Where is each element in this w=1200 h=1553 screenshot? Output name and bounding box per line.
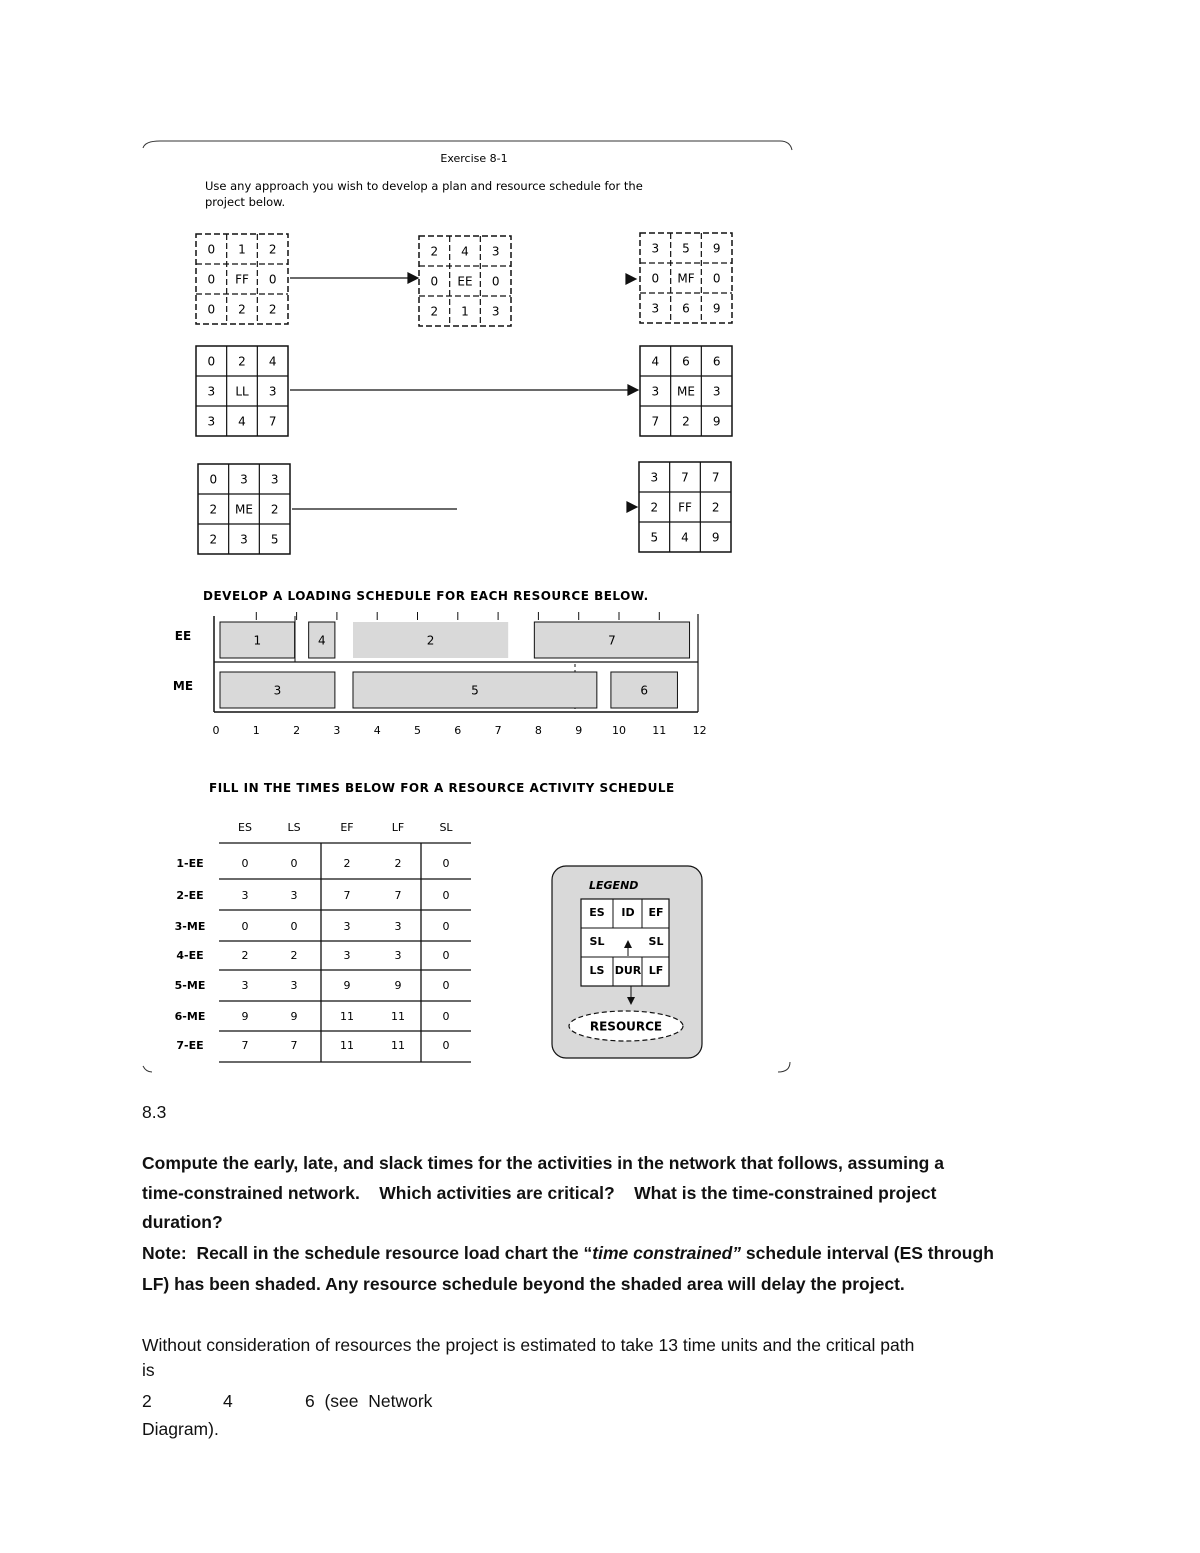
- node-cell: FF: [235, 272, 249, 287]
- node-cell: 5: [682, 241, 690, 256]
- table-row-label: 1-EE: [176, 857, 204, 870]
- legend-cell: ES: [589, 906, 605, 919]
- node-cell: 3: [650, 470, 659, 485]
- node-cell: 6: [712, 354, 721, 369]
- table-cell: 7: [290, 1039, 298, 1052]
- network-node: [419, 236, 511, 326]
- table-column-header: LS: [287, 821, 301, 834]
- legend-cell: LS: [589, 964, 605, 977]
- axis-tick-label: 0: [212, 724, 220, 737]
- node-cell: 5: [650, 530, 659, 545]
- table-cell: 9: [241, 1010, 249, 1023]
- node-cell: 0: [651, 271, 660, 286]
- table-cell: 3: [343, 949, 351, 962]
- table-cell: 0: [442, 889, 450, 902]
- node-cell: 0: [209, 472, 218, 487]
- table-column-header: EF: [340, 821, 354, 834]
- network-node: [198, 464, 290, 554]
- node-cell: 0: [207, 272, 216, 287]
- node-cell: 0: [430, 274, 439, 289]
- note-line-1-italic: time constrained”: [592, 1243, 742, 1263]
- answer-line-1: Without consideration of resources the project is estimated to take 13 time units and the critical path: [142, 1335, 915, 1355]
- table-cell: 0: [442, 1010, 450, 1023]
- node-cell: LL: [235, 384, 249, 399]
- table-cell: 3: [394, 949, 402, 962]
- node-cell: 2: [238, 354, 246, 369]
- table-cell: 0: [442, 979, 450, 992]
- axis-tick-label: 2: [293, 724, 301, 737]
- question-line-3: duration?: [142, 1212, 223, 1232]
- node-cell: 2: [209, 502, 218, 517]
- table-row-label: 2-EE: [176, 889, 204, 902]
- legend-cell: DUR: [614, 964, 642, 977]
- node-cell: 3: [712, 384, 721, 399]
- table-cell: 3: [290, 979, 298, 992]
- section-number: 8.3: [142, 1102, 167, 1122]
- table-cell: 11: [340, 1039, 354, 1052]
- axis-tick-label: 10: [612, 724, 626, 737]
- table-cell: 7: [241, 1039, 249, 1052]
- table-cell: 11: [391, 1039, 405, 1052]
- axis-tick-label: 11: [652, 724, 667, 737]
- answer-line-4: Diagram).: [142, 1419, 219, 1439]
- legend-cell: SL: [648, 935, 664, 948]
- node-cell: 4: [681, 530, 689, 545]
- node-cell: 2: [268, 242, 277, 257]
- schedule-bar-label: 4: [317, 633, 326, 648]
- node-cell: 2: [209, 532, 218, 547]
- table-cell: 3: [343, 920, 351, 933]
- loading-heading: DEVELOP A LOADING SCHEDULE FOR EACH RESOURCE BELOW.: [203, 589, 649, 603]
- table-column-header: LF: [391, 821, 405, 834]
- critical-path-node-6: 6 (see Network: [305, 1391, 433, 1411]
- node-cell: 3: [651, 241, 660, 256]
- network-node: [639, 462, 731, 552]
- node-cell: 9: [711, 530, 720, 545]
- node-cell: 7: [681, 470, 689, 485]
- node-cell: 0: [207, 302, 216, 317]
- table-cell: 11: [340, 1010, 354, 1023]
- legend-cell: ID: [621, 906, 635, 919]
- axis-tick-label: 5: [414, 724, 421, 737]
- table-cell: 0: [241, 857, 249, 870]
- table-row-label: 5-ME: [174, 979, 206, 992]
- table-cell: 0: [241, 920, 249, 933]
- node-cell: 9: [712, 241, 721, 256]
- note-line-2: LF) has been shaded. Any resource schedule beyond the shaded area will delay the project.: [142, 1274, 905, 1294]
- node-cell: 2: [238, 302, 246, 317]
- table-row: [176, 1039, 449, 1052]
- exercise-instructions-2: project below.: [205, 195, 286, 209]
- axis-tick-label: 4: [373, 724, 381, 737]
- table-column-header: SL: [439, 821, 453, 834]
- node-cell: 3: [651, 384, 660, 399]
- table-cell: 2: [343, 857, 351, 870]
- network-node: [196, 346, 288, 436]
- schedule-bar-label: 1: [253, 633, 262, 648]
- schedule-bar-label: 3: [273, 683, 282, 698]
- legend-title: LEGEND: [589, 879, 639, 892]
- node-cell: 3: [240, 472, 248, 487]
- answer-line-2: is: [142, 1360, 155, 1380]
- node-cell: 1: [238, 242, 246, 257]
- table-row: [176, 949, 449, 962]
- schedule-bar-label: 6: [640, 683, 649, 698]
- table-cell: 9: [343, 979, 351, 992]
- node-cell: 3: [491, 244, 500, 259]
- table-cell: 11: [391, 1010, 405, 1023]
- node-cell: 5: [270, 532, 279, 547]
- node-cell: 2: [430, 304, 439, 319]
- activity-table-heading: FILL IN THE TIMES BELOW FOR A RESOURCE ACTIVITY SCHEDULE: [209, 781, 675, 795]
- node-cell: 7: [651, 414, 660, 429]
- node-cell: 4: [651, 354, 660, 369]
- node-cell: 2: [682, 414, 690, 429]
- axis-tick-label: 1: [252, 724, 260, 737]
- resource-label: EE: [174, 629, 192, 643]
- network-node: [640, 346, 732, 436]
- question-line-1: Compute the early, late, and slack times for the activities in the network that follows, assuming a: [142, 1153, 944, 1173]
- axis-tick-label: 8: [534, 724, 542, 737]
- loading-chart: [173, 612, 707, 737]
- node-cell: 3: [651, 301, 660, 316]
- node-cell: 2: [650, 500, 659, 515]
- note-line-1-end: schedule interval (ES through: [741, 1243, 994, 1263]
- node-cell: 7: [711, 470, 720, 485]
- node-cell: 9: [712, 301, 721, 316]
- table-cell: 0: [290, 857, 298, 870]
- table-cell: 2: [290, 949, 298, 962]
- table-row: [175, 979, 450, 992]
- node-cell: 3: [207, 384, 216, 399]
- table-cell: 9: [290, 1010, 298, 1023]
- node-cell: EE: [457, 274, 473, 289]
- schedule-bar-label: 5: [471, 683, 479, 698]
- node-cell: 0: [207, 242, 216, 257]
- legend-box: [552, 866, 702, 1058]
- table-cell: 0: [442, 920, 450, 933]
- table-cell: 3: [290, 889, 298, 902]
- table-cell: 0: [290, 920, 298, 933]
- legend-resource-label: RESOURCE: [589, 1019, 663, 1034]
- schedule-bar-label: 2: [426, 633, 435, 648]
- table-cell: 2: [394, 857, 402, 870]
- activity-table: [175, 821, 471, 1062]
- axis-tick-label: 12: [692, 724, 707, 737]
- note-line-1-start: Note: Recall in the schedule resource load chart the “: [142, 1243, 593, 1263]
- table-cell: 7: [394, 889, 402, 902]
- table-row-label: 4-EE: [176, 949, 204, 962]
- table-row-label: 6-ME: [174, 1010, 206, 1023]
- network-node: [640, 233, 732, 323]
- node-cell: 4: [268, 354, 277, 369]
- node-cell: 0: [491, 274, 500, 289]
- table-cell: 9: [394, 979, 402, 992]
- legend-cell: EF: [648, 906, 664, 919]
- network-node: [196, 234, 288, 324]
- node-cell: 3: [240, 532, 248, 547]
- node-cell: 4: [238, 414, 246, 429]
- node-cell: 2: [270, 502, 279, 517]
- exercise-instructions-1: Use any approach you wish to develop a plan and resource schedule for the: [205, 179, 643, 193]
- node-cell: 2: [711, 500, 720, 515]
- table-row: [175, 920, 450, 933]
- node-cell: 3: [491, 304, 500, 319]
- question-line-2: time-constrained network. Which activities are critical? What is the time-constrained project: [142, 1183, 937, 1203]
- table-row: [176, 889, 449, 902]
- table-cell: 3: [241, 889, 249, 902]
- table-cell: 3: [394, 920, 402, 933]
- table-column-header: ES: [238, 821, 252, 834]
- note-line-1: [142, 1238, 994, 1268]
- node-cell: 6: [682, 301, 690, 316]
- node-cell: 3: [207, 414, 216, 429]
- node-cell: ME: [235, 502, 253, 517]
- table-row: [176, 857, 449, 870]
- node-cell: 0: [712, 271, 721, 286]
- network-diagram: [196, 233, 732, 554]
- resource-label: ME: [172, 679, 194, 693]
- table-cell: 2: [241, 949, 249, 962]
- axis-tick-label: 9: [575, 724, 583, 737]
- node-cell: 0: [207, 354, 216, 369]
- table-cell: 0: [442, 949, 450, 962]
- node-cell: 2: [430, 244, 439, 259]
- node-cell: 3: [270, 472, 279, 487]
- table-cell: 7: [343, 889, 351, 902]
- critical-path-node-2: 2: [142, 1391, 152, 1411]
- node-cell: FF: [678, 500, 692, 515]
- axis-tick-label: 6: [454, 724, 462, 737]
- node-cell: ME: [677, 384, 695, 399]
- node-cell: 3: [268, 384, 277, 399]
- schedule-bar-label: 7: [608, 633, 616, 648]
- axis-tick-label: 7: [494, 724, 502, 737]
- node-cell: MF: [677, 271, 695, 286]
- legend-cell: LF: [648, 964, 664, 977]
- node-cell: 2: [268, 302, 277, 317]
- axis-tick-label: 3: [333, 724, 341, 737]
- table-row: [175, 1010, 450, 1023]
- table-cell: 0: [442, 1039, 450, 1052]
- table-row-label: 3-ME: [174, 920, 206, 933]
- node-cell: 6: [682, 354, 690, 369]
- table-row-label: 7-EE: [176, 1039, 204, 1052]
- exercise-title: Exercise 8-1: [440, 152, 508, 165]
- node-cell: 4: [461, 244, 469, 259]
- node-cell: 0: [268, 272, 277, 287]
- node-cell: 9: [712, 414, 721, 429]
- node-cell: 7: [268, 414, 277, 429]
- table-cell: 3: [241, 979, 249, 992]
- table-cell: 0: [442, 857, 450, 870]
- node-cell: 1: [461, 304, 469, 319]
- legend-cell: SL: [589, 935, 605, 948]
- critical-path-node-4: 4: [223, 1391, 233, 1411]
